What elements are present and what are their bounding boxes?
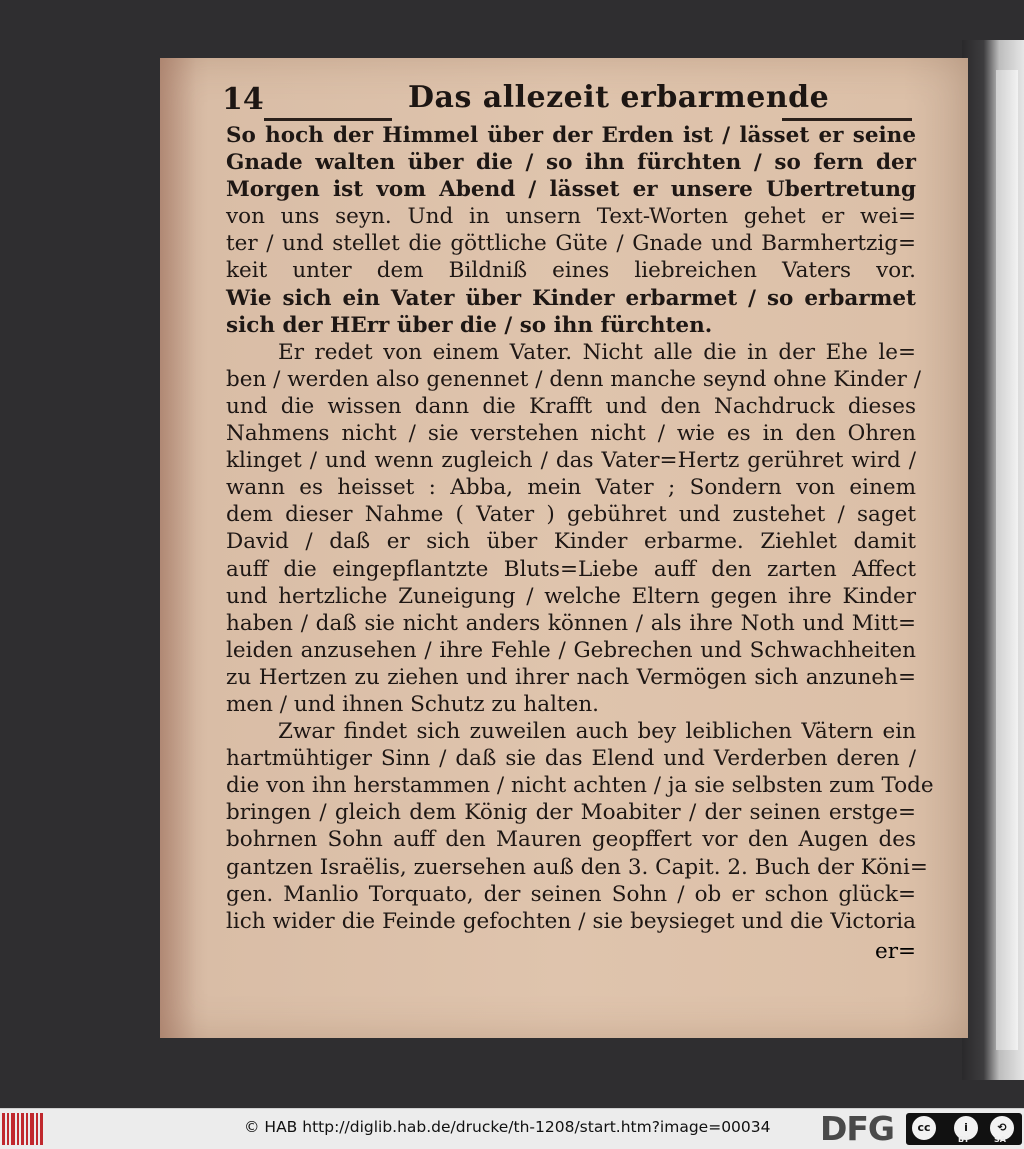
header-rule-left: [264, 118, 392, 121]
copyright-link[interactable]: © HAB http://diglib.hab.de/drucke/th-1208/start.htm?image=00034: [244, 1118, 771, 1136]
catchword: er=: [874, 939, 916, 964]
text-line: die von ihn herstammen / nicht achten / ja sie selbsten zum Tode: [226, 773, 934, 799]
page-header: [222, 78, 912, 124]
text-line: David / daß er sich über Kinder erbarme. Ziehlet damit: [226, 529, 916, 555]
text-line: bohrnen Sohn auff den Mauren geopffert vor den Augen des: [226, 827, 916, 853]
book-page: [160, 58, 968, 1038]
page-stack-edge: [996, 70, 1018, 1050]
cc-sa-label: SA: [994, 1135, 1006, 1144]
text-line: wann es heisset : Abba, mein Vater ; Sondern von einem: [226, 475, 916, 501]
attribution-icon: i: [952, 1114, 980, 1142]
text-line: Nahmens nicht / sie verstehen nicht / wie es in den Ohren: [226, 421, 916, 447]
text-line: bringen / gleich dem König der Moabiter / der seinen erstge=: [226, 800, 916, 826]
text-line: dem dieser Nahme ( Vater ) gebühret und zustehet / saget: [226, 502, 916, 528]
text-line: Gnade walten über die / so ihn fürchten / so fern der: [226, 150, 916, 176]
cc-icon: cc: [910, 1114, 938, 1142]
text-line: So hoch der Himmel über der Erden ist / lässet er seine: [226, 123, 916, 148]
text-line: klinget / und wenn zugleich / das Vater=Hertz gerühret wird /: [226, 448, 916, 474]
text-line: lich wider die Feinde gefochten / sie beysieget und die Victoria: [226, 908, 916, 934]
text-line: sich der HErr über die / so ihn fürchten.: [226, 312, 713, 338]
gutter-shadow: [160, 58, 196, 1038]
body-text: [226, 122, 934, 935]
book-edge: [962, 40, 1024, 1080]
running-title: Das allezeit erbarmende: [408, 80, 830, 115]
header-rule-right: [782, 118, 912, 121]
text-line: keit unter dem Bildniß eines liebreichen Vaters vor.: [226, 258, 916, 284]
text-line: haben / daß sie nicht anders können / als ihre Noth und Mitt=: [226, 610, 916, 636]
text-line: Morgen ist vom Abend / lässet er unsere Ubertretung: [226, 177, 916, 203]
text-line: men / und ihnen Schutz zu halten.: [226, 691, 599, 717]
text-line: auff die eingepflantzte Bluts=Liebe auff den zarten Affect: [226, 556, 916, 582]
text-line: leiden anzusehen / ihre Fehle / Gebrechen und Schwachheiten: [226, 637, 916, 663]
text-line: gantzen Israëlis, zuersehen auß den 3. Capit. 2. Buch der Köni=: [226, 854, 928, 880]
dfg-logo: DFG: [820, 1109, 895, 1148]
text-line: Wie sich ein Vater über Kinder erbarmet / so erbarmet: [226, 285, 916, 311]
share-alike-icon: ⟲: [988, 1114, 1016, 1142]
text-line: ben / werden also genennet / denn manche seynd ohne Kinder /: [226, 366, 922, 392]
text-line: und die wissen dann die Krafft und den Nachdruck dieses: [226, 393, 916, 419]
viewer-footer: [0, 1108, 1024, 1149]
text-line: ter / und stellet die göttliche Güte / Gnade und Barmhertzig=: [226, 231, 916, 257]
text-line: zu Hertzen zu ziehen und ihrer nach Vermögen sich anzuneh=: [226, 664, 916, 690]
cc-by-label: BY: [958, 1135, 970, 1144]
barcode-icon: [2, 1113, 46, 1145]
page-number: 14: [222, 82, 264, 117]
text-line: gen. Manlio Torquato, der seinen Sohn / ob er schon glück=: [226, 881, 916, 907]
text-line: Zwar findet sich zuweilen auch bey leiblichen Vätern ein: [278, 719, 916, 745]
text-line: und hertzliche Zuneigung / welche Eltern gegen ihre Kinder: [226, 583, 916, 609]
text-line: hartmühtiger Sinn / daß sie das Elend und Verderben deren /: [226, 746, 916, 772]
text-line: Er redet von einem Vater. Nicht alle die in der Ehe le=: [278, 339, 916, 365]
cc-license-badge[interactable]: [906, 1113, 1022, 1145]
text-line: von uns seyn. Und in unsern Text-Worten gehet er wei=: [226, 204, 916, 230]
